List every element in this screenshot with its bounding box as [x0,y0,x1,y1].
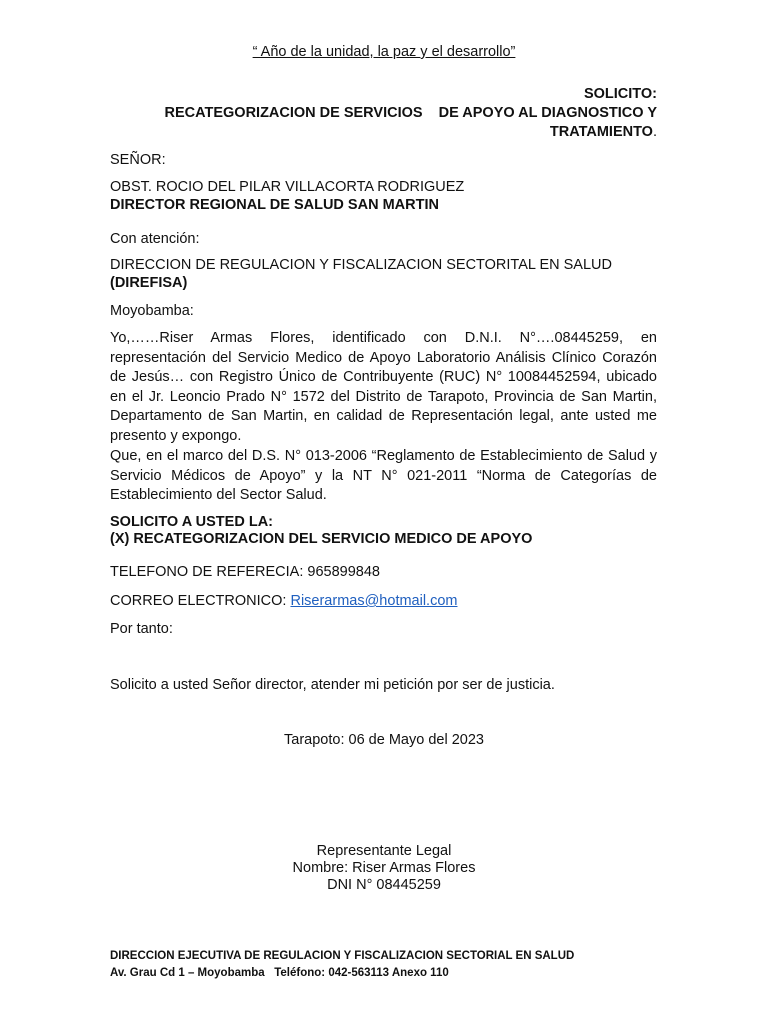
contact-phone: TELEFONO DE REFERECIA: 965899848 [110,564,380,580]
signature-role: Representante Legal [316,843,452,859]
subject-label: SOLICITO: [583,86,657,102]
body-paragraph-2: Que, en el marco del D.S. N° 013-2006 “Reglamento de Establecimiento de Salud y Servicio Médicos de Apoyo” y la NT N° 021-2011 “Norma de Categorías de Establecimiento del Sector Salud. [110,448,657,504]
subject-line-1: RECATEGORIZACION DE SERVICIOS DE APOYO AL DIAGNOSTICO Y [164,105,657,121]
subject-line-2-text: TRATAMIENTO [549,124,653,140]
contact-email-label: CORREO ELECTRONICO: [110,593,291,609]
addressee-title: DIRECTOR REGIONAL DE SALUD SAN MARTIN [110,197,439,213]
contact-email-line [110,592,457,610]
subject-line-2-period: . [652,124,657,140]
attention-office: DIRECCION DE REGULACION Y FISCALIZACION SECTORITAL EN SALUD [110,257,612,273]
footer-line-2: Av. Grau Cd 1 – Moyobamba Teléfono: 042-563113 Anexo 110 [110,967,449,979]
salutation: SEÑOR: [110,152,166,168]
por-tanto: Por tanto: [110,621,173,637]
contact-email-link[interactable]: Riserarmas@hotmail.com [290,593,458,609]
attention-label: Con atención: [110,231,200,247]
place-date: Tarapoto: 06 de Mayo del 2023 [284,732,484,748]
request-line-2: (X) RECATEGORIZACION DEL SERVICIO MEDICO DE APOYO [110,531,533,547]
signature-name: Nombre: Riser Armas Flores [292,860,476,876]
attention-acronym: (DIREFISA) [110,275,188,291]
city-label: Moyobamba: [110,303,194,319]
body-paragraph-1: Yo,……Riser Armas Flores, identificado con D.N.I. N°….08445259, en representación del Servicio Medico de Apoyo Laboratorio Análisis Clínico Corazón de Jesús… con Registro Único de Contribuyente (RUC) N° 10084452594, ubicado en el Jr. Leoncio Prado N° 1572 del Distrito de Tarapoto, Provincia de San Martin, Departamento de San Martin, en calidad de Representación legal, ante usted me presento y expongo. [110,330,657,444]
subject-line-2 [110,123,657,141]
petition-text: Solicito a usted Señor director, atender mi petición por ser de justicia. [110,677,555,693]
request-line-1: SOLICITO A USTED LA: [110,514,273,530]
signature-dni: DNI N° 08445259 [327,877,441,893]
addressee-name: OBST. ROCIO DEL PILAR VILLACORTA RODRIGUEZ [110,179,465,195]
footer-line-1: DIRECCION EJECUTIVA DE REGULACION Y FISCALIZACION SECTORIAL EN SALUD [110,950,575,962]
motto-header: “ Año de la unidad, la paz y el desarrollo” [252,44,516,60]
